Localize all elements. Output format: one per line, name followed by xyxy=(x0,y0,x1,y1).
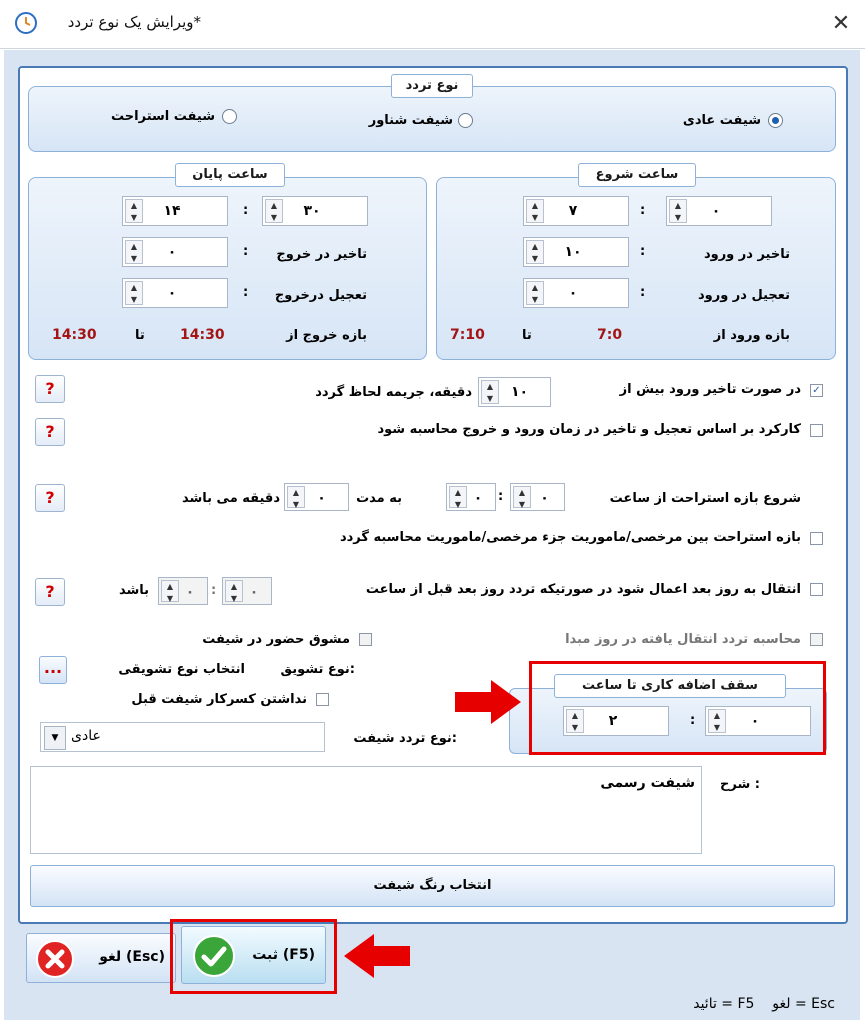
late-penalty-suffix: دقیقه، جریمه لحاظ گردد xyxy=(315,385,472,400)
attendance-incentive-label: مشوق حضور در شیفت xyxy=(202,632,350,647)
rest-duration-spinner[interactable]: ▲ ▼ ۰ xyxy=(284,483,349,511)
rest-duration-suffix: دقیقه می باشد xyxy=(181,491,280,506)
start-early-label: تعجیل در ورود xyxy=(697,288,790,303)
end-delay-spinner[interactable]: ▲ ▼ ۰ xyxy=(122,237,228,267)
start-range-to: 7:10 xyxy=(450,327,485,343)
rest-hour-spinner[interactable]: ▲ ▼ ۰ xyxy=(510,483,565,511)
start-delay-spinner[interactable]: ▲ ▼ ۱۰ xyxy=(523,237,629,267)
incentive-browse-button[interactable]: ... xyxy=(39,656,67,684)
chevron-down-icon[interactable]: ▼ xyxy=(44,726,66,750)
app-logo-icon xyxy=(14,11,38,35)
start-range-from: 7:0 xyxy=(597,327,623,343)
cancel-button[interactable] xyxy=(26,933,176,983)
overtime-minute-spinner[interactable]: ▲ ▼ ۰ xyxy=(705,706,811,736)
end-range-from: 14:30 xyxy=(180,327,225,343)
no-deficit-checkbox[interactable] xyxy=(316,693,329,706)
radio-rest-shift[interactable] xyxy=(222,109,237,124)
shift-type-legend: نوع تردد xyxy=(391,74,473,98)
rest-duration-label: به مدت xyxy=(356,491,402,506)
save-button-label: ثبت (F5) xyxy=(252,947,315,963)
description-value: شیفت رسمی xyxy=(600,775,695,791)
help-button-rest[interactable]: ? xyxy=(35,484,65,512)
end-hour-spinner[interactable]: ▲ ▼ ۱۴ xyxy=(122,196,228,226)
start-time-legend: ساعت شروع xyxy=(578,163,696,187)
end-range-label: بازه خروج از xyxy=(286,328,367,343)
end-time-legend: ساعت پایان xyxy=(175,163,285,187)
attendance-incentive-checkbox[interactable] xyxy=(359,633,372,646)
transfer-label: انتقال به روز بعد اعمال شود در صورتیکه تردد روز بعد قبل از ساعت xyxy=(365,582,801,597)
rest-minute-spinner[interactable]: ▲ ▼ ۰ xyxy=(446,483,496,511)
transfer-checkbox[interactable] xyxy=(810,583,823,596)
radio-normal-shift-label: شیفت عادی xyxy=(682,113,761,128)
cancel-icon xyxy=(35,939,75,979)
start-hour-spinner[interactable]: ▲ ▼ ۷ xyxy=(523,196,629,226)
description-label: شرح : xyxy=(720,777,760,792)
help-button-work-calc[interactable]: ? xyxy=(35,418,65,446)
transfer-suffix: باشد xyxy=(118,583,149,598)
start-range-label: بازه ورود از xyxy=(713,328,790,343)
radio-floating-shift-label: شیفت شناور xyxy=(368,113,453,128)
end-range-to: 14:30 xyxy=(52,327,97,343)
work-calc-label: کارکرد بر اساس تعجیل و تاخیر در زمان ورود و خروج محاسبه شود xyxy=(377,422,801,437)
work-calc-checkbox[interactable] xyxy=(810,424,823,437)
description-textarea[interactable] xyxy=(30,766,702,854)
shift-color-button[interactable]: انتخاب رنگ شیفت xyxy=(30,865,835,907)
overtime-hour-spinner[interactable]: ▲ ▼ ۲ xyxy=(563,706,669,736)
end-early-spinner[interactable]: ▲ ▼ ۰ xyxy=(122,278,228,308)
end-early-label: تعجیل درخروج xyxy=(274,288,367,303)
start-delay-label: تاخیر در ورود xyxy=(703,247,790,262)
incentive-select-label: انتخاب نوع تشویقی xyxy=(118,662,245,677)
end-minute-spinner[interactable]: ▲ ▼ ۳۰ xyxy=(262,196,368,226)
cancel-button-label: لغو (Esc) xyxy=(99,949,165,965)
start-early-spinner[interactable]: ▲ ▼ ۰ xyxy=(523,278,629,308)
overtime-legend: سقف اضافه کاری تا ساعت xyxy=(554,674,786,698)
save-highlight-box xyxy=(170,919,337,994)
late-penalty-spinner[interactable]: ▲ ▼ ۱۰ xyxy=(478,377,551,407)
arrow-right-icon xyxy=(455,680,521,724)
shift-traffic-select[interactable] xyxy=(40,722,325,752)
end-delay-label: تاخیر در خروج xyxy=(276,247,367,262)
end-range-to-label: تا xyxy=(135,328,145,343)
calc-transferred-label: محاسبه تردد انتقال یافته در روز مبدا xyxy=(565,632,801,647)
close-icon[interactable]: ✕ xyxy=(831,11,851,36)
window-title: ویرایش یک نوع تردد* xyxy=(67,13,201,31)
shift-traffic-value: عادی xyxy=(71,728,101,744)
radio-rest-shift-label: شیفت استراحت xyxy=(111,109,215,124)
transfer-hour-spinner[interactable]: ▲ ▼ ۰ xyxy=(222,577,272,605)
radio-normal-shift[interactable] xyxy=(768,113,783,128)
rest-between-checkbox[interactable] xyxy=(810,532,823,545)
arrow-left-icon xyxy=(344,934,410,978)
start-range-to-label: تا xyxy=(522,328,532,343)
no-deficit-label: نداشتن کسرکار شیفت قبل xyxy=(131,692,307,707)
help-button-late[interactable]: ? xyxy=(35,375,65,403)
status-bar: تائید = F5 لغو = Esc xyxy=(693,996,835,1012)
late-penalty-label: در صورت تاخیر ورود بیش از xyxy=(619,382,801,397)
late-penalty-checkbox[interactable]: ✓ xyxy=(810,384,823,397)
overtime-highlight-box xyxy=(529,661,826,755)
radio-floating-shift[interactable] xyxy=(458,113,473,128)
help-button-transfer[interactable]: ? xyxy=(35,578,65,606)
rest-between-label: بازه استراحت بین مرخصی/ماموریت جزء مرخصی/ماموریت محاسبه گردد xyxy=(339,530,801,545)
start-minute-spinner[interactable]: ▲ ▼ ۰ xyxy=(666,196,772,226)
calc-transferred-checkbox[interactable] xyxy=(810,633,823,646)
shift-traffic-label: نوع تردد شیفت: xyxy=(353,731,457,746)
rest-start-label: شروع بازه استراحت از ساعت xyxy=(609,491,801,506)
transfer-minute-spinner[interactable]: ▲ ▼ ۰ xyxy=(158,577,208,605)
incentive-type-label: نوع تشویق: xyxy=(280,662,355,677)
